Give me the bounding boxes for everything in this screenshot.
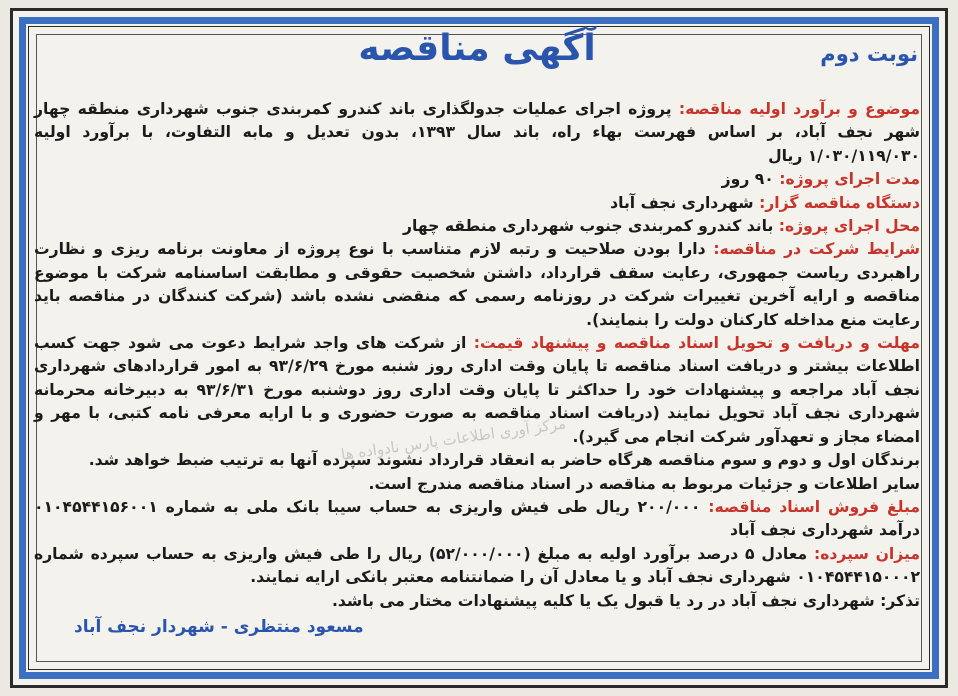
section-duration bbox=[34, 168, 920, 191]
section-subject bbox=[34, 98, 920, 168]
section-label: مهلت و دریافت و تحویل اسناد مناقصه و پیشنهاد قیمت: bbox=[473, 334, 920, 353]
section-label: موضوع و برآورد اولیه مناقصه: bbox=[678, 100, 920, 118]
section-label: مبلغ فروش اسناد مناقصه: bbox=[708, 497, 920, 516]
section-text: شهرداری نجف آباد bbox=[610, 193, 760, 212]
notice-content bbox=[34, 20, 920, 680]
section-note bbox=[34, 590, 920, 613]
section-conditions bbox=[34, 238, 920, 332]
section-text: معادل ۵ درصد برآورد اولیه به مبلغ (۵۲/۰۰۰/۰۰۰) ریال را طی فیش واریزی به حساب سپرده شماره ۰۱۰۴۵۴۴۱۵۰۰۰۲ شهرداری نجف آباد و یا معادل آن را ضمانتنامه معتبر بانکی ارایه نمایند. bbox=[34, 544, 920, 587]
section-label: محل اجرای پروژه: bbox=[778, 217, 920, 236]
section-text: باند کندرو کمربندی جنوب شهرداری منطقه چهار bbox=[403, 217, 779, 236]
section-label: مدت اجرای پروژه: bbox=[779, 170, 920, 189]
section-text: ۹۰ روز bbox=[721, 170, 780, 189]
notice-body bbox=[34, 98, 920, 613]
notice-title: آگهی مناقصه bbox=[358, 28, 596, 69]
section-text: پروژه اجرای عملیات جدولگذاری باند کندرو کمربندی جنوب شهرداری منطقه چهار شهر نجف آباد، بر اساس فهرست بهاء راه، باند سال ۱۳۹۳، بدون تعدیل و مابه التفاوت، با برآورد اولیه ۱/۰۳۰/۱۱۹/۰۳۰ ریال bbox=[34, 100, 920, 165]
watermark: مرکز آوری اطلاعات پارس نادواده ها bbox=[339, 414, 567, 464]
section-text: از شرکت های واجد شرایط دعوت می شود جهت کسب اطلاعات بیشتر و دریافت اسناد مناقصه تا پایان وقت اداری روز شنبه مورخ ۹۳/۶/۲۹ به امور قراردادهای شهرداری نجف آباد مراجعه و پیشنهادات خود را حداکثر تا پایان وقت اداری روز دوشنبه مورخ ۹۳/۶/۳۱ به دبیرخانه محرمانه شهرداری نجف آباد تحویل نمایند (دریافت اسناد مناقصه به صورت حضوری و با ارایه معرفی نامه کتبی، با مهر و امضاء مجاز و تعهدآور شرکت انجام می گیرد). bbox=[34, 334, 921, 446]
section-label: دستگاه مناقصه گزار: bbox=[759, 193, 920, 212]
section-document-price bbox=[34, 496, 920, 543]
section-tenderer bbox=[34, 192, 920, 215]
section-text: ۲۰۰/۰۰۰ ریال طی فیش واریزی به حساب سیبا بانک ملی به شماره ۰۱۰۴۵۴۴۱۵۶۰۰۱ درآمد شهرداری نجف آباد bbox=[34, 497, 920, 540]
notice-header bbox=[34, 20, 920, 92]
notice-round: نوبت دوم bbox=[820, 42, 918, 66]
section-other-info bbox=[34, 473, 920, 496]
section-text: دارا بودن صلاحیت و رتبه لازم متناسب با نوع پروژه از معاونت برنامه ریزی و نظارت راهبردی ریاست جمهوری، رعایت سقف قرارداد، داشتن شخصیت حقوقی و مطابقت اساسنامه شرکت با موضوع مناقصه و ارایه آخرین تغییرات شرکت در روزنامه رسمی که منقضی نشده باشد (شرکت کنندگان در مناقصه باید رعایت منع مداخله کارکنان دولت را بنمایند). bbox=[34, 240, 920, 329]
section-label: میزان سپرده: bbox=[813, 544, 920, 563]
section-text: تذکر: شهرداری نجف آباد در رد یا قبول یک یا کلیه پیشنهادات مختار می باشد. bbox=[331, 591, 920, 610]
signature: مسعود منتظری - شهردار نجف آباد bbox=[74, 616, 364, 637]
section-deposit bbox=[34, 543, 920, 590]
section-text: برندگان اول و دوم و سوم مناقصه هرگاه حاضر به انعقاد قرارداد نشوند سپرده آنها به ترتیب ضبط خواهد شد. bbox=[88, 451, 920, 470]
section-winners bbox=[34, 449, 920, 472]
section-text: سایر اطلاعات و جزئیات مربوط به مناقصه در اسناد مناقصه مندرج است. bbox=[368, 474, 920, 493]
section-label: شرایط شرکت در مناقصه: bbox=[713, 240, 920, 259]
section-location bbox=[34, 215, 920, 238]
